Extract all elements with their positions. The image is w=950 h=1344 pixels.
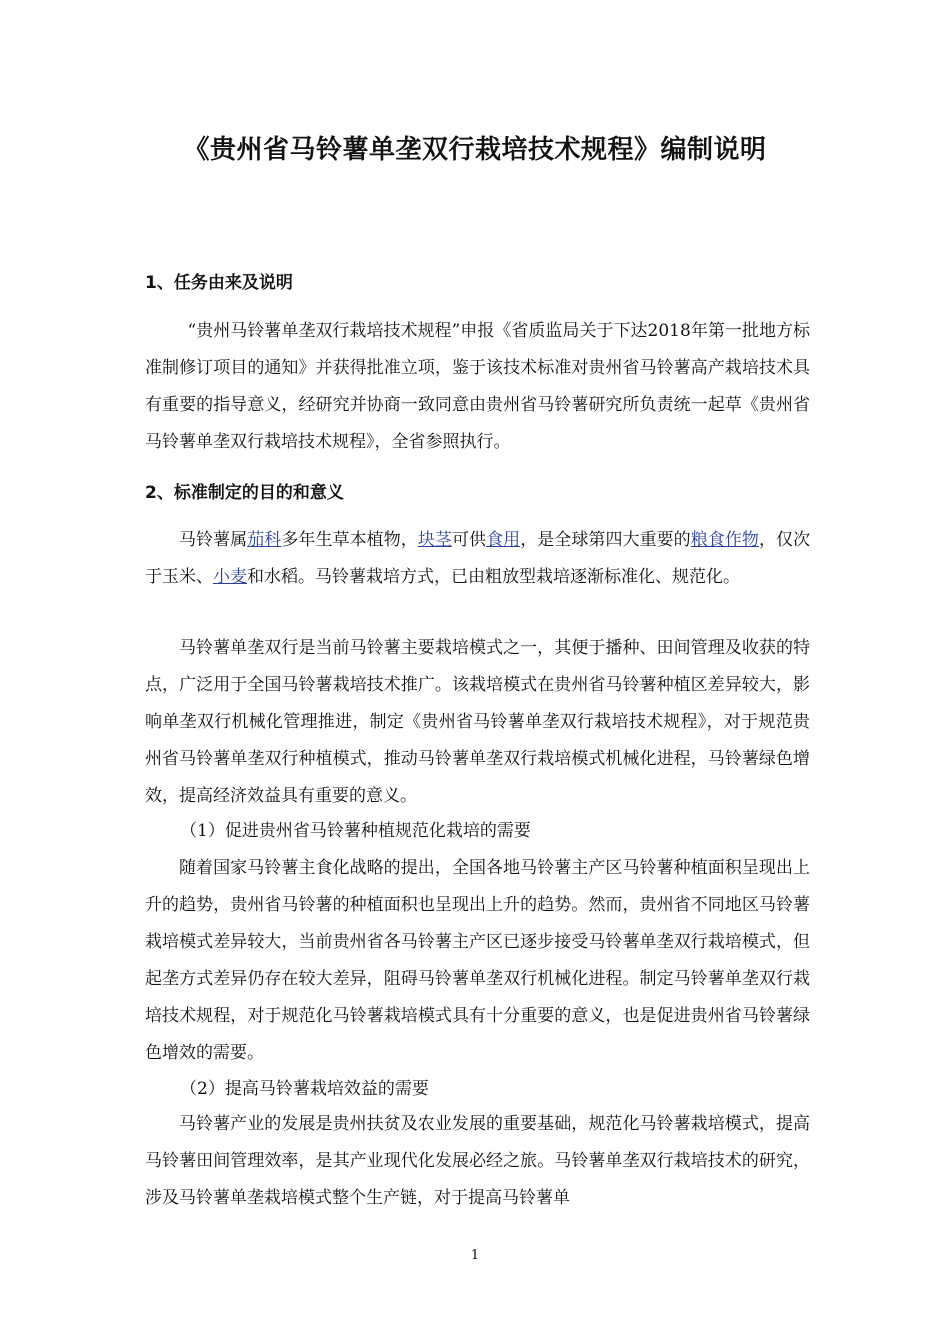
section-1-heading: 1、任务由来及说明 [145,273,293,293]
text-run: 和水稻。马铃薯栽培方式，已由粗放型栽培逐渐标准化、规范化。 [247,567,740,587]
section-2-paragraph-2: 马铃薯单垄双行是当前马铃薯主要栽培模式之一，其便于播种、田间管理及收获的特点，广泛用于全国马铃薯栽培技术推广。该栽培模式在贵州省马铃薯种植区差异较大，影响单垄双行机械化管理推进，制定《贵州省马铃薯单垄双行栽培技术规程》，对于规范贵州省马铃薯单垄双行种植模式，推动马铃薯单垄双行栽培模式机械化进程，马铃薯绿色增效，提高经济效益具有重要的意义。 [145,638,810,806]
text-run: ，是全球第四大重要的 [520,530,691,550]
text-run: ，仅次于玉米、 [145,530,811,587]
subsection-1-heading: （1）促进贵州省马铃薯种植规范化栽培的需要 [180,821,531,841]
link-tuber[interactable]: 块茎 [417,530,452,550]
section-1-paragraph: “贵州马铃薯单垄双行栽培技术规程”申报《省质监局关于下达2018年第一批地方标准制修订项目的通知》并获得批准立项，鉴于该技术标准对贵州省马铃薯高产栽培技术具有重要的指导意义，经研究并协商一致同意由贵州省马铃薯研究所负责统一起草《贵州省马铃薯单垄双行栽培技术规程》，全省参照执行。 [145,321,810,452]
subsection-2-heading: （2）提高马铃薯栽培效益的需要 [180,1079,429,1099]
link-food-crop[interactable]: 粮食作物 [690,530,759,550]
section-2-paragraph-1 [145,522,810,596]
section-2-paragraph-4: 马铃薯产业的发展是贵州扶贫及农业发展的重要基础，规范化马铃薯栽培模式，提高马铃薯田间管理效率，是其产业现代化发展必经之旅。马铃薯单垄双行栽培技术的研究，涉及马铃薯单垄栽培模式整个生产链，对于提高马铃薯单 [145,1114,810,1208]
text-run: 多年生草本植物， [281,530,418,550]
page-number: 1 [470,1248,480,1263]
link-solanaceae[interactable]: 茄科 [247,530,282,550]
text-run: 马铃薯属 [179,530,248,550]
section-2-heading: 2、标准制定的目的和意义 [145,483,344,503]
document-title: 《贵州省马铃薯单垄双行栽培技术规程》编制说明 [183,135,767,165]
text-run: 可供 [451,530,487,550]
link-wheat[interactable]: 小麦 [213,567,247,587]
section-2-paragraph-3: 随着国家马铃薯主食化战略的提出，全国各地马铃薯主产区马铃薯种植面积呈现出上升的趋势，贵州省马铃薯的种植面积也呈现出上升的趋势。然而，贵州省不同地区马铃薯栽培模式差异较大，当前贵州省各马铃薯主产区已逐步接受马铃薯单垄双行栽培模式，但起垄方式差异仍存在较大差异，阻碍马铃薯单垄双行机械化进程。制定马铃薯单垄双行栽培技术规程，对于规范化马铃薯栽培模式具有十分重要的意义，也是促进贵州省马铃薯绿色增效的需要。 [145,858,810,1063]
link-edible[interactable]: 食用 [486,530,521,550]
